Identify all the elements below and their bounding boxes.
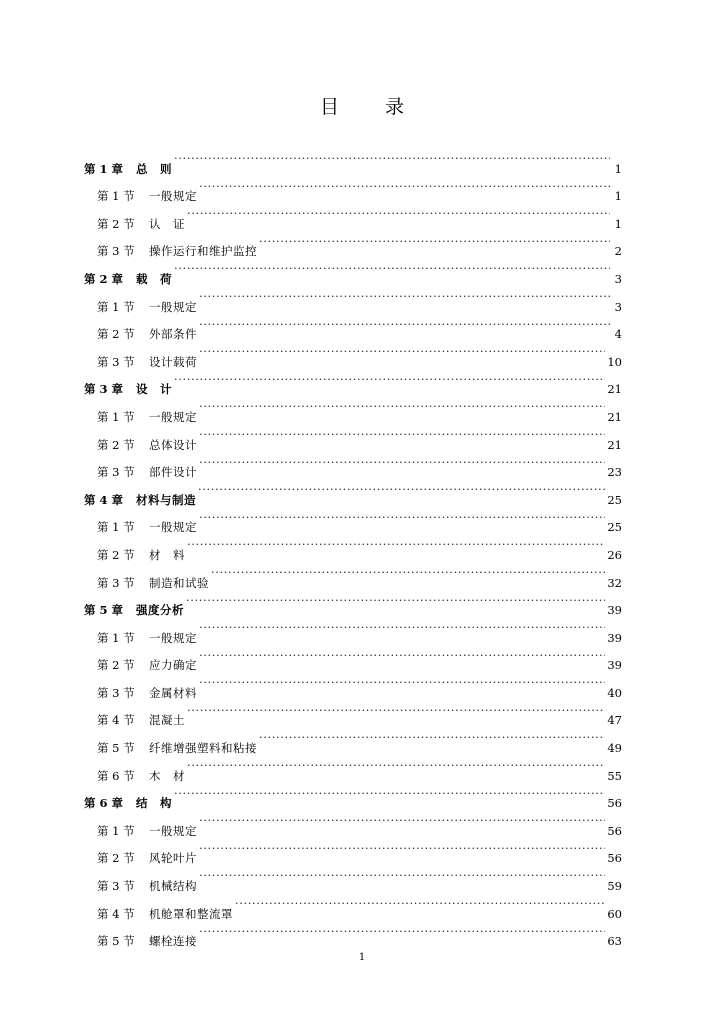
section-title: 一般规定 — [149, 299, 197, 314]
dot-leader — [235, 890, 605, 918]
dot-leader — [198, 476, 605, 504]
section-title: 总体设计 — [149, 437, 197, 452]
section-number: 第 3 节 — [97, 879, 135, 894]
dot-leader — [199, 669, 605, 697]
section-number: 第 5 节 — [97, 934, 135, 949]
section-number: 第 1 节 — [97, 823, 135, 838]
page-reference: 21 — [607, 382, 622, 397]
page-reference: 4 — [614, 327, 622, 342]
page-reference: 55 — [607, 768, 622, 783]
section-number: 第 6 节 — [97, 768, 135, 783]
page-reference: 39 — [607, 658, 622, 673]
page-reference: 10 — [607, 354, 622, 369]
section-title: 金属材料 — [149, 685, 197, 700]
dot-leader — [187, 697, 605, 725]
page-reference: 25 — [607, 520, 622, 535]
section-title: 材 料 — [149, 547, 185, 562]
section-title: 一般规定 — [149, 189, 197, 204]
page-number: 1 — [358, 952, 366, 963]
page-reference: 1 — [614, 216, 622, 231]
section-title: 一般规定 — [149, 520, 197, 535]
dot-leader — [199, 504, 605, 532]
page-reference: 47 — [607, 713, 622, 728]
section-number: 第 3 节 — [97, 244, 135, 259]
dot-leader — [199, 807, 605, 835]
chapter-number: 第 1 章 — [84, 161, 124, 176]
section-number: 第 3 节 — [97, 575, 135, 590]
dot-leader — [174, 366, 605, 394]
toc-chapter-entry[interactable] — [84, 145, 622, 176]
section-number: 第 3 节 — [97, 685, 135, 700]
dot-leader — [199, 642, 605, 670]
page-reference: 21 — [607, 437, 622, 452]
section-number: 第 1 节 — [97, 189, 135, 204]
section-number: 第 3 节 — [97, 354, 135, 369]
page-reference: 60 — [607, 906, 622, 921]
chapter-title: 总 则 — [136, 161, 172, 176]
dot-leader — [259, 724, 605, 752]
dot-leader — [187, 531, 605, 559]
page-reference: 63 — [607, 934, 622, 949]
dot-leader — [199, 311, 610, 339]
page-reference: 1 — [614, 189, 622, 204]
page-reference: 26 — [607, 547, 622, 562]
section-number: 第 1 节 — [97, 520, 135, 535]
dot-leader — [199, 338, 605, 366]
page-reference: 1 — [614, 161, 622, 176]
page-reference: 3 — [614, 299, 622, 314]
chapter-title: 载 荷 — [136, 271, 172, 286]
section-title: 纤维增强塑料和粘接 — [149, 741, 257, 756]
section-title: 部件设计 — [149, 465, 197, 480]
page-title: 目 录 — [319, 96, 425, 118]
page-reference: 39 — [607, 630, 622, 645]
dot-leader — [199, 614, 605, 642]
dot-leader — [187, 752, 605, 780]
dot-leader — [174, 780, 605, 808]
section-title: 风轮叶片 — [149, 851, 197, 866]
page-reference: 39 — [607, 603, 622, 618]
chapter-title: 强度分析 — [136, 603, 184, 618]
page-reference: 3 — [614, 271, 622, 286]
page-reference: 49 — [607, 741, 622, 756]
section-number: 第 1 节 — [97, 299, 135, 314]
section-number: 第 4 节 — [97, 906, 135, 921]
dot-leader — [199, 862, 605, 890]
page-reference: 25 — [607, 492, 622, 507]
section-number: 第 1 节 — [97, 409, 135, 424]
section-title: 木 材 — [149, 768, 185, 783]
page-reference: 21 — [607, 409, 622, 424]
section-title: 机舱罩和整流罩 — [149, 906, 233, 921]
section-title: 螺栓连接 — [149, 934, 197, 949]
chapter-title: 材料与制造 — [136, 492, 196, 507]
dot-leader — [186, 587, 605, 615]
chapter-number: 第 6 章 — [84, 796, 124, 811]
section-number: 第 2 节 — [97, 437, 135, 452]
section-title: 应力确定 — [149, 658, 197, 673]
section-title: 机械结构 — [149, 879, 197, 894]
section-number: 第 2 节 — [97, 658, 135, 673]
section-number: 第 3 节 — [97, 465, 135, 480]
section-number: 第 5 节 — [97, 741, 135, 756]
page-reference: 56 — [607, 796, 622, 811]
dot-leader — [199, 835, 605, 863]
chapter-number: 第 3 章 — [84, 382, 124, 397]
page-reference: 59 — [607, 879, 622, 894]
chapter-title: 设 计 — [136, 382, 172, 397]
section-number: 第 2 节 — [97, 216, 135, 231]
section-number: 第 2 节 — [97, 547, 135, 562]
section-number: 第 2 节 — [97, 851, 135, 866]
chapter-number: 第 5 章 — [84, 603, 124, 618]
page-reference: 2 — [614, 244, 622, 259]
section-title: 制造和试验 — [149, 575, 209, 590]
section-title: 一般规定 — [149, 409, 197, 424]
page-reference: 32 — [607, 575, 622, 590]
dot-leader — [199, 421, 605, 449]
dot-leader — [199, 283, 610, 311]
dot-leader — [174, 255, 610, 283]
section-title: 一般规定 — [149, 630, 197, 645]
chapter-number: 第 4 章 — [84, 492, 124, 507]
dot-leader — [259, 228, 610, 256]
section-title: 操作运行和维护监控 — [149, 244, 257, 259]
section-number: 第 2 节 — [97, 327, 135, 342]
dot-leader — [174, 145, 610, 173]
section-title: 一般规定 — [149, 823, 197, 838]
chapter-title: 结 构 — [136, 796, 172, 811]
section-number: 第 4 节 — [97, 713, 135, 728]
dot-leader — [199, 393, 605, 421]
section-number: 第 1 节 — [97, 630, 135, 645]
dot-leader — [211, 559, 605, 587]
section-title: 设计载荷 — [149, 354, 197, 369]
dot-leader — [199, 449, 605, 477]
section-title: 认 证 — [149, 216, 185, 231]
page-reference: 23 — [607, 465, 622, 480]
page-reference: 56 — [607, 851, 622, 866]
page-reference: 40 — [607, 685, 622, 700]
dot-leader — [187, 200, 610, 228]
chapter-number: 第 2 章 — [84, 271, 124, 286]
section-title: 混凝土 — [149, 713, 185, 728]
dot-leader — [199, 173, 610, 201]
table-of-contents — [84, 145, 622, 949]
dot-leader — [199, 918, 605, 946]
section-title: 外部条件 — [149, 327, 197, 342]
page-reference: 56 — [607, 823, 622, 838]
